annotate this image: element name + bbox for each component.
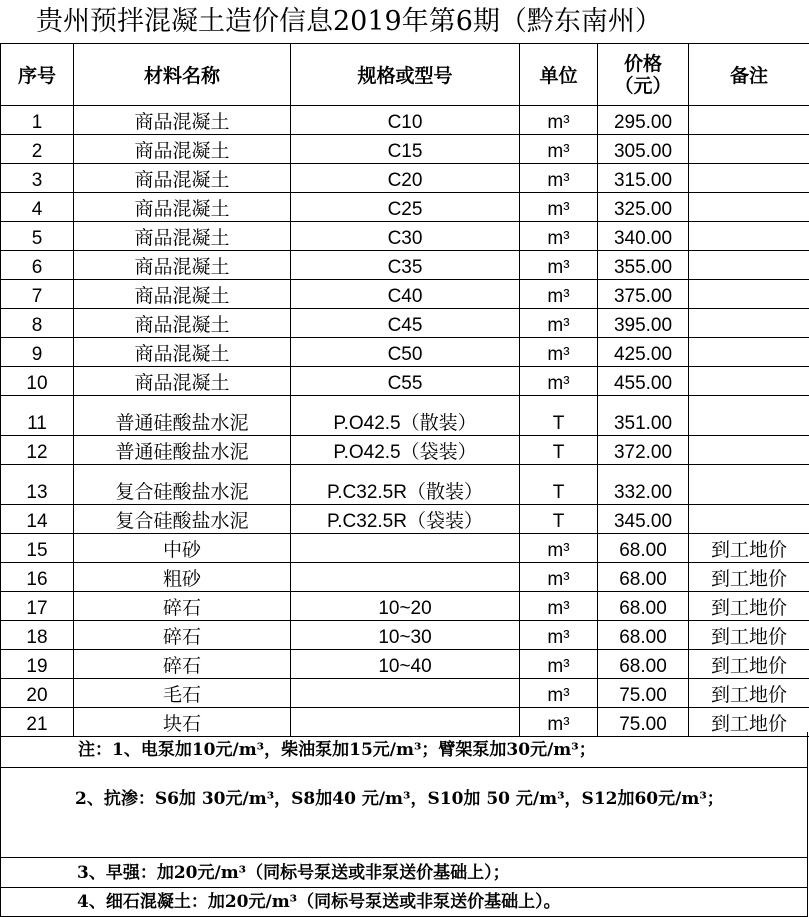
cell-material-name: 商品混凝土 xyxy=(74,367,291,396)
cell-no: 1 xyxy=(1,106,74,135)
cell-note xyxy=(689,251,809,280)
cell-unit: m³ xyxy=(520,135,598,164)
table-row xyxy=(1,338,809,367)
cell-material-name: 商品混凝土 xyxy=(74,193,291,222)
table-row xyxy=(1,436,809,465)
cell-material-name: 中砂 xyxy=(74,534,291,563)
cell-price: 355.00 xyxy=(598,251,689,280)
cell-spec: C50 xyxy=(291,338,520,367)
cell-unit: m³ xyxy=(520,592,598,621)
cell-unit: m³ xyxy=(520,280,598,309)
cell-unit: m³ xyxy=(520,679,598,708)
header-price-line2: （元） xyxy=(614,74,672,97)
table-row xyxy=(1,164,809,193)
cell-price: 68.00 xyxy=(598,534,689,563)
header-spec: 规格或型号 xyxy=(291,44,520,106)
cell-note xyxy=(689,465,809,505)
cell-note xyxy=(689,505,809,534)
cell-unit: m³ xyxy=(520,106,598,135)
cell-material-name: 商品混凝土 xyxy=(74,164,291,193)
cell-no: 19 xyxy=(1,650,74,679)
note-4: 4、细石混凝土：加20元/m³（同标号泵送或非泵送价基础上）。 xyxy=(0,888,808,917)
cell-note xyxy=(689,338,809,367)
cell-price: 455.00 xyxy=(598,367,689,396)
cell-spec: C20 xyxy=(291,164,520,193)
header-note: 备注 xyxy=(689,44,809,106)
table-row xyxy=(1,563,809,592)
cell-spec: C55 xyxy=(291,367,520,396)
cell-no: 5 xyxy=(1,222,74,251)
cell-no: 7 xyxy=(1,280,74,309)
cell-price: 375.00 xyxy=(598,280,689,309)
cell-note: 到工地价 xyxy=(689,592,809,621)
cell-unit: m³ xyxy=(520,650,598,679)
cell-note xyxy=(689,436,809,465)
cell-note: 到工地价 xyxy=(689,708,809,737)
cell-note xyxy=(689,367,809,396)
table-row xyxy=(1,367,809,396)
cell-unit: m³ xyxy=(520,222,598,251)
price-table xyxy=(0,43,809,737)
cell-spec: C35 xyxy=(291,251,520,280)
note-1: 注：1、电泵加10元/m³，柴油泵加15元/m³；臂架泵加30元/m³； xyxy=(0,732,808,768)
cell-spec: C10 xyxy=(291,106,520,135)
note-3: 3、早强：加20元/m³（同标号泵送或非泵送价基础上）； xyxy=(0,858,808,888)
table-row xyxy=(1,106,809,135)
header-no: 序号 xyxy=(1,44,74,106)
cell-price: 68.00 xyxy=(598,650,689,679)
cell-spec: P.O42.5（袋装） xyxy=(291,436,520,465)
page-title: 贵州预拌混凝土造价信息2019年第6期（黔东南州） xyxy=(36,6,662,37)
cell-unit: m³ xyxy=(520,621,598,650)
cell-price: 340.00 xyxy=(598,222,689,251)
cell-spec: C45 xyxy=(291,309,520,338)
cell-spec xyxy=(291,534,520,563)
cell-price: 351.00 xyxy=(598,396,689,436)
cell-note xyxy=(689,164,809,193)
cell-note xyxy=(689,309,809,338)
cell-price: 315.00 xyxy=(598,164,689,193)
cell-material-name: 碎石 xyxy=(74,650,291,679)
cell-price: 68.00 xyxy=(598,563,689,592)
table-row xyxy=(1,309,809,338)
cell-no: 8 xyxy=(1,309,74,338)
cell-unit: m³ xyxy=(520,251,598,280)
cell-note: 到工地价 xyxy=(689,650,809,679)
cell-price: 305.00 xyxy=(598,135,689,164)
cell-price: 295.00 xyxy=(598,106,689,135)
cell-price: 75.00 xyxy=(598,679,689,708)
cell-no: 18 xyxy=(1,621,74,650)
header-price xyxy=(598,44,689,106)
header-unit: 单位 xyxy=(520,44,598,106)
cell-no: 12 xyxy=(1,436,74,465)
cell-no: 11 xyxy=(1,396,74,436)
cell-unit: m³ xyxy=(520,309,598,338)
cell-material-name: 块石 xyxy=(74,708,291,737)
cell-price: 75.00 xyxy=(598,708,689,737)
cell-no: 6 xyxy=(1,251,74,280)
cell-no: 16 xyxy=(1,563,74,592)
cell-material-name: 商品混凝土 xyxy=(74,251,291,280)
cell-unit: T xyxy=(520,505,598,534)
cell-price: 332.00 xyxy=(598,465,689,505)
header-name: 材料名称 xyxy=(74,44,291,106)
cell-material-name: 粗砂 xyxy=(74,563,291,592)
cell-no: 20 xyxy=(1,679,74,708)
header-row xyxy=(1,44,809,106)
cell-no: 17 xyxy=(1,592,74,621)
table-row xyxy=(1,280,809,309)
note-2: 2、抗渗：S6加 30元/m³，S8加40 元/m³，S10加 50 元/m³，S12加60元/m³； xyxy=(0,768,808,858)
cell-material-name: 商品混凝土 xyxy=(74,309,291,338)
table-row xyxy=(1,135,809,164)
cell-note: 到工地价 xyxy=(689,534,809,563)
table-row xyxy=(1,650,809,679)
cell-spec: 10~20 xyxy=(291,592,520,621)
cell-material-name: 碎石 xyxy=(74,592,291,621)
cell-price: 395.00 xyxy=(598,309,689,338)
cell-note xyxy=(689,106,809,135)
cell-unit: T xyxy=(520,436,598,465)
cell-unit: T xyxy=(520,465,598,505)
table-row xyxy=(1,534,809,563)
cell-spec: P.O42.5（散装） xyxy=(291,396,520,436)
cell-material-name: 商品混凝土 xyxy=(74,280,291,309)
cell-unit: m³ xyxy=(520,563,598,592)
table-row xyxy=(1,193,809,222)
cell-spec: C25 xyxy=(291,193,520,222)
table-row xyxy=(1,396,809,436)
header-price-line1: 价格 xyxy=(623,52,662,75)
cell-spec: 10~30 xyxy=(291,621,520,650)
table-row xyxy=(1,251,809,280)
cell-unit: m³ xyxy=(520,338,598,367)
cell-material-name: 商品混凝土 xyxy=(74,222,291,251)
cell-material-name: 碎石 xyxy=(74,621,291,650)
table-row xyxy=(1,621,809,650)
cell-spec: P.C32.5R（散装） xyxy=(291,465,520,505)
cell-unit: m³ xyxy=(520,193,598,222)
cell-price: 345.00 xyxy=(598,505,689,534)
cell-spec: 10~40 xyxy=(291,650,520,679)
cell-unit: m³ xyxy=(520,164,598,193)
cell-spec: C40 xyxy=(291,280,520,309)
cell-spec: C15 xyxy=(291,135,520,164)
cell-spec: C30 xyxy=(291,222,520,251)
cell-note xyxy=(689,135,809,164)
cell-no: 4 xyxy=(1,193,74,222)
cell-material-name: 商品混凝土 xyxy=(74,106,291,135)
cell-unit: m³ xyxy=(520,534,598,563)
cell-note: 到工地价 xyxy=(689,621,809,650)
cell-spec xyxy=(291,563,520,592)
cell-no: 10 xyxy=(1,367,74,396)
cell-price: 325.00 xyxy=(598,193,689,222)
cell-note: 到工地价 xyxy=(689,679,809,708)
table-row xyxy=(1,465,809,505)
cell-material-name: 复合硅酸盐水泥 xyxy=(74,465,291,505)
table-row xyxy=(1,222,809,251)
cell-price: 372.00 xyxy=(598,436,689,465)
cell-no: 9 xyxy=(1,338,74,367)
cell-price: 68.00 xyxy=(598,621,689,650)
cell-unit: m³ xyxy=(520,367,598,396)
cell-no: 2 xyxy=(1,135,74,164)
cell-note xyxy=(689,193,809,222)
cell-price: 425.00 xyxy=(598,338,689,367)
table-row xyxy=(1,592,809,621)
cell-spec xyxy=(291,679,520,708)
cell-price: 68.00 xyxy=(598,592,689,621)
table-row xyxy=(1,679,809,708)
cell-unit: m³ xyxy=(520,708,598,737)
cell-no: 21 xyxy=(1,708,74,737)
cell-material-name: 复合硅酸盐水泥 xyxy=(74,505,291,534)
cell-note xyxy=(689,280,809,309)
cell-material-name: 毛石 xyxy=(74,679,291,708)
cell-material-name: 商品混凝土 xyxy=(74,135,291,164)
cell-no: 15 xyxy=(1,534,74,563)
cell-material-name: 普通硅酸盐水泥 xyxy=(74,436,291,465)
cell-material-name: 商品混凝土 xyxy=(74,338,291,367)
cell-no: 3 xyxy=(1,164,74,193)
cell-unit: T xyxy=(520,396,598,436)
cell-note: 到工地价 xyxy=(689,563,809,592)
cell-no: 14 xyxy=(1,505,74,534)
cell-note xyxy=(689,222,809,251)
cell-no: 13 xyxy=(1,465,74,505)
cell-spec: P.C32.5R（袋装） xyxy=(291,505,520,534)
table-row xyxy=(1,505,809,534)
cell-note xyxy=(689,396,809,436)
cell-material-name: 普通硅酸盐水泥 xyxy=(74,396,291,436)
